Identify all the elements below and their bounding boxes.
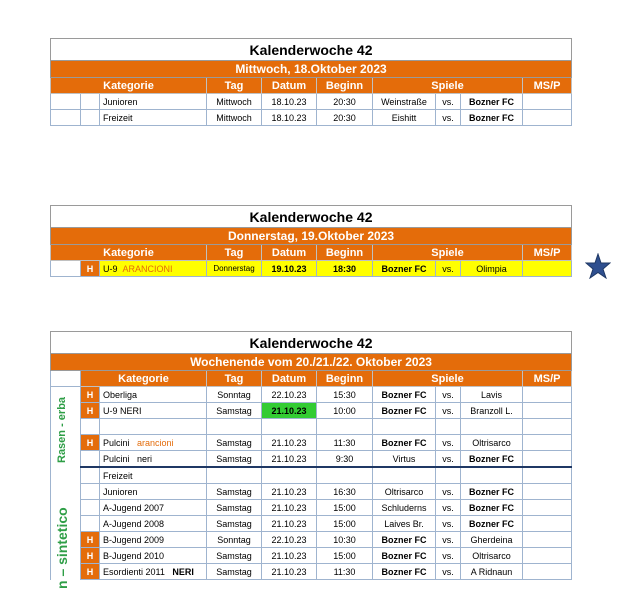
header-tag: Tag bbox=[207, 245, 262, 261]
table-row bbox=[51, 387, 572, 403]
day-cell: Sonntag bbox=[207, 532, 262, 548]
table-row bbox=[51, 451, 572, 468]
side-label-rasen: Rasen - erba bbox=[56, 396, 68, 463]
day-cell: Samstag bbox=[207, 435, 262, 451]
vs-cell: vs. bbox=[436, 516, 461, 532]
team1-cell: Bozner FC bbox=[373, 387, 436, 403]
time-cell: 15:00 bbox=[317, 548, 373, 564]
msp-cell bbox=[523, 564, 572, 580]
team1-cell: Laives Br. bbox=[373, 516, 436, 532]
day-cell bbox=[207, 467, 262, 484]
header-datum: Datum bbox=[262, 78, 317, 94]
vs-cell bbox=[436, 419, 461, 435]
home-marker: H bbox=[81, 261, 100, 277]
table-row bbox=[51, 467, 572, 484]
home-marker bbox=[81, 94, 100, 110]
side-cell bbox=[51, 484, 81, 500]
home-marker: H bbox=[81, 548, 100, 564]
header-beginn: Beginn bbox=[317, 245, 373, 261]
time-cell: 11:30 bbox=[317, 564, 373, 580]
day-subtitle: Wochenende vom 20./21./22. Oktober 2023 bbox=[51, 354, 572, 371]
header-datum: Datum bbox=[262, 371, 317, 387]
day-cell: Mittwoch bbox=[207, 94, 262, 110]
header-beginn: Beginn bbox=[317, 371, 373, 387]
category-cell: A-Jugend 2008 bbox=[100, 516, 207, 532]
table-row bbox=[51, 532, 572, 548]
home-marker bbox=[81, 467, 100, 484]
header-kategorie: Kategorie bbox=[51, 245, 207, 261]
week-title: Kalenderwoche 42 bbox=[51, 206, 572, 228]
header-msp: MS/P bbox=[523, 78, 572, 94]
msp-cell bbox=[523, 484, 572, 500]
team1-cell: Bozner FC bbox=[373, 403, 436, 419]
time-cell: 10:00 bbox=[317, 403, 373, 419]
date-cell bbox=[262, 419, 317, 435]
time-cell: 10:30 bbox=[317, 532, 373, 548]
vs-cell: vs. bbox=[436, 94, 461, 110]
msp-cell bbox=[523, 403, 572, 419]
time-cell: 15:00 bbox=[317, 516, 373, 532]
table-row bbox=[51, 484, 572, 500]
time-cell: 15:00 bbox=[317, 500, 373, 516]
category-cell bbox=[100, 451, 207, 468]
date-cell: 21.10.23 bbox=[262, 451, 317, 468]
msp-cell bbox=[523, 451, 572, 468]
table-row bbox=[51, 548, 572, 564]
table-row bbox=[51, 110, 572, 126]
vs-cell: vs. bbox=[436, 435, 461, 451]
header-tag: Tag bbox=[207, 78, 262, 94]
home-marker: H bbox=[81, 435, 100, 451]
team1-cell: Virtus bbox=[373, 451, 436, 468]
vs-cell: vs. bbox=[436, 387, 461, 403]
team1-cell: Eishitt bbox=[373, 110, 436, 126]
header-beginn: Beginn bbox=[317, 78, 373, 94]
date-cell: 21.10.23 bbox=[262, 435, 317, 451]
team2-cell bbox=[461, 467, 523, 484]
team2-cell: Branzoll L. bbox=[461, 403, 523, 419]
msp-cell bbox=[523, 548, 572, 564]
table-row bbox=[51, 500, 572, 516]
time-cell: 20:30 bbox=[317, 94, 373, 110]
week-title: Kalenderwoche 42 bbox=[51, 332, 572, 354]
date-cell: 21.10.23 bbox=[262, 548, 317, 564]
time-cell: 9:30 bbox=[317, 451, 373, 468]
team2-cell: Gherdeina bbox=[461, 532, 523, 548]
date-cell: 18.10.23 bbox=[262, 110, 317, 126]
team2-cell: Bozner FC bbox=[461, 451, 523, 468]
day-cell: Mittwoch bbox=[207, 110, 262, 126]
home-marker: H bbox=[81, 387, 100, 403]
home-marker bbox=[81, 484, 100, 500]
category-cell bbox=[100, 435, 207, 451]
day-cell: Samstag bbox=[207, 564, 262, 580]
time-cell: 18:30 bbox=[317, 261, 373, 277]
msp-cell bbox=[523, 467, 572, 484]
msp-cell bbox=[523, 500, 572, 516]
home-marker bbox=[81, 451, 100, 468]
date-cell: 21.10.23 bbox=[262, 500, 317, 516]
team1-cell bbox=[373, 467, 436, 484]
team2-cell: Olimpia bbox=[461, 261, 523, 277]
time-cell: 16:30 bbox=[317, 484, 373, 500]
week-table-thursday bbox=[50, 205, 571, 277]
category-cell: Freizeit bbox=[100, 110, 207, 126]
date-cell: 22.10.23 bbox=[262, 532, 317, 548]
msp-cell bbox=[523, 94, 572, 110]
team2-cell: Oltrisarco bbox=[461, 548, 523, 564]
msp-cell bbox=[523, 387, 572, 403]
vs-cell: vs. bbox=[436, 261, 461, 277]
vs-cell: vs. bbox=[436, 564, 461, 580]
team1-cell: Schluderns bbox=[373, 500, 436, 516]
category-cell: Oberliga bbox=[100, 387, 207, 403]
date-cell: 21.10.23 bbox=[262, 516, 317, 532]
time-cell: 20:30 bbox=[317, 110, 373, 126]
date-cell: 19.10.23 bbox=[262, 261, 317, 277]
day-cell: Sonntag bbox=[207, 387, 262, 403]
category-cell: Junioren bbox=[100, 484, 207, 500]
team2-cell: Lavis bbox=[461, 387, 523, 403]
day-subtitle: Donnerstag, 19.Oktober 2023 bbox=[51, 228, 572, 245]
team2-cell: Bozner FC bbox=[461, 516, 523, 532]
header-spiele: Spiele bbox=[373, 371, 523, 387]
table-row bbox=[51, 435, 572, 451]
day-cell: Donnerstag bbox=[207, 261, 262, 277]
star-icon bbox=[585, 253, 611, 279]
day-cell: Samstag bbox=[207, 403, 262, 419]
category-cell: B-Jugend 2010 bbox=[100, 548, 207, 564]
time-cell bbox=[317, 467, 373, 484]
category-name: Esordienti 2011 bbox=[103, 566, 165, 577]
team1-cell bbox=[373, 419, 436, 435]
home-marker: H bbox=[81, 403, 100, 419]
team1-cell: Bozner FC bbox=[373, 532, 436, 548]
team1-cell: Bozner FC bbox=[373, 435, 436, 451]
time-cell bbox=[317, 419, 373, 435]
category-extra: neri bbox=[137, 453, 153, 464]
day-cell: Samstag bbox=[207, 451, 262, 468]
category-cell bbox=[100, 419, 207, 435]
team1-cell: Weinstraße bbox=[373, 94, 436, 110]
category-cell: Freizeit bbox=[100, 467, 207, 484]
header-msp: MS/P bbox=[523, 371, 572, 387]
day-cell: Samstag bbox=[207, 516, 262, 532]
team1-cell: Bozner FC bbox=[373, 261, 436, 277]
header-msp: MS/P bbox=[523, 245, 572, 261]
category-name: Pulcini bbox=[103, 453, 130, 464]
home-marker: H bbox=[81, 564, 100, 580]
date-cell: 21.10.23 bbox=[262, 403, 317, 419]
team2-cell: Bozner FC bbox=[461, 110, 523, 126]
category-cell bbox=[100, 564, 207, 580]
day-subtitle: Mittwoch, 18.Oktober 2023 bbox=[51, 61, 572, 78]
table-row bbox=[51, 94, 572, 110]
table-row bbox=[51, 564, 572, 580]
category-extra: ARANCIONI bbox=[122, 263, 173, 274]
msp-cell bbox=[523, 419, 572, 435]
home-marker bbox=[81, 110, 100, 126]
msp-cell bbox=[523, 435, 572, 451]
vs-cell: vs. bbox=[436, 110, 461, 126]
vs-cell: vs. bbox=[436, 451, 461, 468]
date-cell: 21.10.23 bbox=[262, 484, 317, 500]
week-table-wednesday bbox=[50, 38, 571, 126]
category-cell bbox=[100, 261, 207, 277]
header-tag: Tag bbox=[207, 371, 262, 387]
msp-cell bbox=[523, 532, 572, 548]
team2-cell: Bozner FC bbox=[461, 94, 523, 110]
week-title: Kalenderwoche 42 bbox=[51, 39, 572, 61]
home-marker bbox=[81, 419, 100, 435]
table-row bbox=[51, 419, 572, 435]
header-kategorie: Kategorie bbox=[81, 371, 207, 387]
side-label-sintetico: n – sintetico bbox=[54, 507, 70, 589]
day-cell: Samstag bbox=[207, 500, 262, 516]
team2-cell: A Ridnaun bbox=[461, 564, 523, 580]
vs-cell: vs. bbox=[436, 532, 461, 548]
header-spiele: Spiele bbox=[373, 245, 523, 261]
category-name: U-9 bbox=[103, 263, 118, 274]
msp-cell bbox=[523, 110, 572, 126]
home-marker: H bbox=[81, 532, 100, 548]
date-cell: 22.10.23 bbox=[262, 387, 317, 403]
vs-cell: vs. bbox=[436, 403, 461, 419]
vs-cell: vs. bbox=[436, 500, 461, 516]
team1-cell: Bozner FC bbox=[373, 548, 436, 564]
category-extra: arancioni bbox=[137, 437, 174, 448]
time-cell: 11:30 bbox=[317, 435, 373, 451]
category-cell: A-Jugend 2007 bbox=[100, 500, 207, 516]
header-kategorie: Kategorie bbox=[51, 78, 207, 94]
category-name: Pulcini bbox=[103, 437, 130, 448]
time-cell: 15:30 bbox=[317, 387, 373, 403]
category-cell: Junioren bbox=[100, 94, 207, 110]
team1-cell: Oltrisarco bbox=[373, 484, 436, 500]
day-cell bbox=[207, 419, 262, 435]
table-row bbox=[51, 403, 572, 419]
date-cell: 21.10.23 bbox=[262, 564, 317, 580]
team2-cell bbox=[461, 419, 523, 435]
vs-cell: vs. bbox=[436, 484, 461, 500]
vs-cell bbox=[436, 467, 461, 484]
day-cell: Samstag bbox=[207, 548, 262, 564]
category-cell: U-9 NERI bbox=[100, 403, 207, 419]
team2-cell: Oltrisarco bbox=[461, 435, 523, 451]
day-cell: Samstag bbox=[207, 484, 262, 500]
home-marker bbox=[81, 516, 100, 532]
category-extra: NERI bbox=[172, 566, 194, 577]
team2-cell: Bozner FC bbox=[461, 500, 523, 516]
header-spiele: Spiele bbox=[373, 78, 523, 94]
category-cell: B-Jugend 2009 bbox=[100, 532, 207, 548]
side-cell bbox=[51, 467, 81, 484]
table-row bbox=[51, 516, 572, 532]
week-table-weekend bbox=[50, 331, 571, 589]
msp-cell bbox=[523, 516, 572, 532]
date-cell: 18.10.23 bbox=[262, 94, 317, 110]
date-cell bbox=[262, 467, 317, 484]
msp-cell bbox=[523, 261, 572, 277]
header-datum: Datum bbox=[262, 245, 317, 261]
home-marker bbox=[81, 500, 100, 516]
table-row bbox=[51, 261, 572, 277]
team2-cell: Bozner FC bbox=[461, 484, 523, 500]
vs-cell: vs. bbox=[436, 548, 461, 564]
team1-cell: Bozner FC bbox=[373, 564, 436, 580]
